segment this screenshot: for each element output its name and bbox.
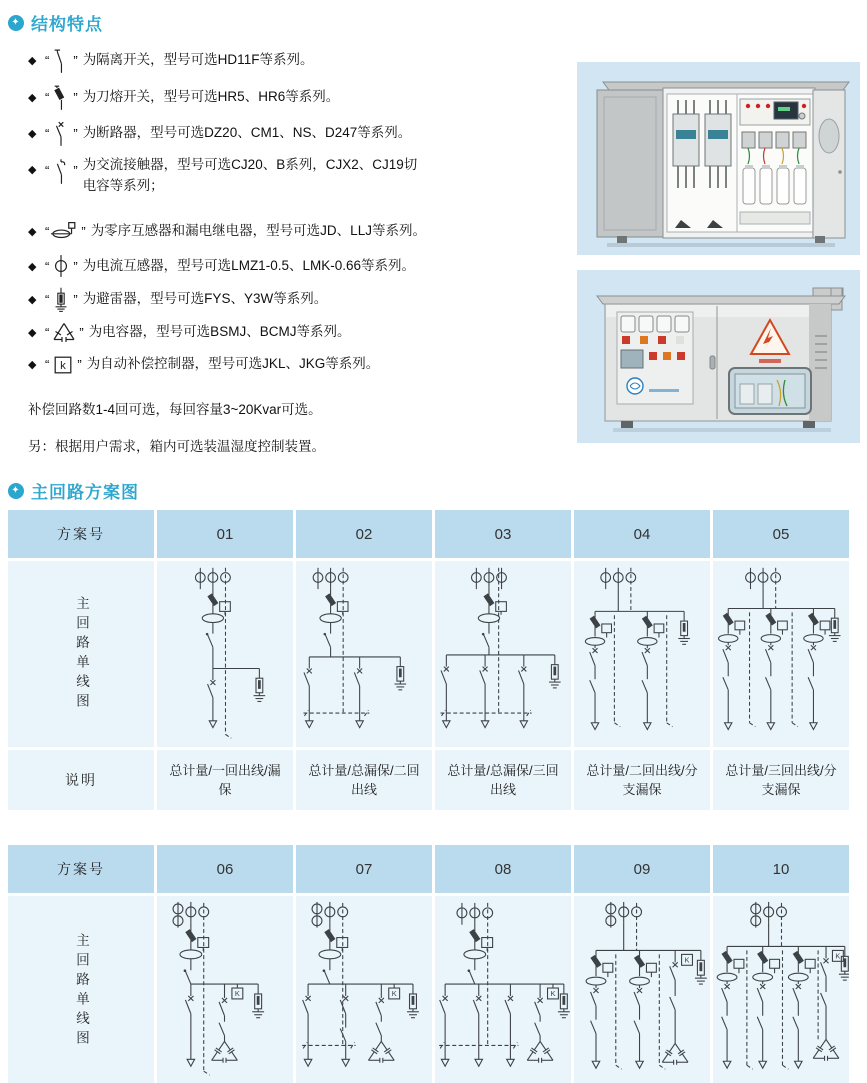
quote-mark: ” bbox=[73, 126, 78, 141]
header-scheme-10: 10 bbox=[713, 845, 849, 893]
feature-text: 为自动补偿控制器，型号可选JKL、JKG等系列。 bbox=[86, 356, 380, 372]
svg-text:K: K bbox=[550, 989, 556, 999]
product-photo-closed-cabinet bbox=[577, 270, 860, 443]
header-scheme-09: 09 bbox=[574, 845, 710, 893]
feature-text: 为交流接触器，型号可选CJ20、B系列，CJX2、CJ19切 bbox=[82, 157, 418, 172]
circuit-diagram-10 bbox=[713, 897, 849, 1083]
feature-item bbox=[28, 79, 576, 116]
zero-sequence-ct-icon bbox=[51, 219, 79, 243]
description-01: 总计量/一回出线/漏保 bbox=[157, 750, 293, 810]
diamond-bullet-icon: ◆ bbox=[28, 225, 37, 238]
feature-list bbox=[28, 42, 576, 455]
quote-mark: “ bbox=[45, 223, 50, 239]
circuit-diagram-01 bbox=[157, 562, 293, 746]
ac-contactor-icon bbox=[51, 155, 71, 189]
diagram-cell-08 bbox=[435, 896, 571, 1083]
description-05: 总计量/三回出线/分支漏保 bbox=[713, 750, 849, 810]
diamond-bullet-icon: ◆ bbox=[28, 164, 37, 176]
diamond-bullet-icon: ◆ bbox=[28, 128, 37, 140]
feature-text: 为零序互感器和漏电继电器，型号可选JD、LLJ等系列。 bbox=[90, 222, 426, 238]
note-compensation: 补偿回路数1-4回可选，每回容量3~20Kvar可选。 bbox=[28, 402, 322, 417]
features-section-title bbox=[8, 10, 103, 35]
quote-mark: ” bbox=[73, 163, 78, 178]
scheme-title-text: 主回路方案图 bbox=[31, 483, 139, 502]
quote-mark: “ bbox=[45, 126, 50, 141]
quote-mark: “ bbox=[45, 258, 50, 274]
svg-text:K: K bbox=[234, 989, 240, 999]
diamond-bullet-icon: ◆ bbox=[28, 92, 37, 104]
feature-item bbox=[28, 116, 576, 151]
feature-text: 为刀熔开关，型号可选HR5、HR6等系列。 bbox=[82, 89, 340, 105]
feature-item bbox=[28, 151, 576, 213]
scheme-table-2 bbox=[8, 845, 849, 1083]
header-scheme-05: 05 bbox=[713, 510, 849, 558]
section-badge-icon: ✦ bbox=[8, 15, 24, 31]
feature-text-block bbox=[80, 155, 418, 197]
header-scheme-06: 06 bbox=[157, 845, 293, 893]
scheme-section-title bbox=[8, 478, 139, 503]
quote-mark: ” bbox=[77, 357, 82, 372]
circuit-breaker-icon bbox=[51, 118, 71, 150]
diagram-cell-10 bbox=[713, 896, 849, 1083]
svg-text:K: K bbox=[391, 989, 397, 999]
feature-text: 为避雷器，型号可选FYS、Y3W等系列。 bbox=[82, 291, 328, 307]
isolator-switch-icon bbox=[51, 45, 71, 77]
diagram-cell-05 bbox=[713, 561, 849, 747]
diamond-bullet-icon: ◆ bbox=[28, 260, 37, 273]
fuse-switch-icon bbox=[51, 82, 71, 114]
surge-arrester-icon bbox=[51, 285, 71, 315]
diagram-cell-01 bbox=[157, 561, 293, 747]
description-04: 总计量/二回出线/分支漏保 bbox=[574, 750, 710, 810]
svg-text:K: K bbox=[835, 951, 841, 961]
feature-text-line2: 电容等系列； bbox=[82, 177, 164, 193]
header-scheme-03: 03 bbox=[435, 510, 571, 558]
circuit-diagram-02 bbox=[296, 562, 432, 746]
quote-mark: “ bbox=[45, 357, 50, 372]
description-02: 总计量/总漏保/二回出线 bbox=[296, 750, 432, 810]
section-badge-icon: ✦ bbox=[8, 483, 24, 499]
header-scheme-no: 方案号 bbox=[8, 510, 154, 558]
feature-item bbox=[28, 213, 576, 249]
diamond-bullet-icon: ◆ bbox=[28, 359, 37, 371]
compensation-controller-icon bbox=[51, 352, 75, 378]
circuit-diagram-04 bbox=[574, 562, 710, 746]
open-cabinet-illustration bbox=[577, 62, 860, 255]
diagram-cell-07 bbox=[296, 896, 432, 1083]
description-03: 总计量/总漏保/三回出线 bbox=[435, 750, 571, 810]
diagram-cell-06 bbox=[157, 896, 293, 1083]
diagram-cell-02 bbox=[296, 561, 432, 747]
product-photo-open-cabinet bbox=[577, 62, 860, 255]
diamond-bullet-icon: ◆ bbox=[28, 326, 37, 339]
quote-mark: “ bbox=[45, 324, 50, 340]
header-scheme-02: 02 bbox=[296, 510, 432, 558]
feature-text: 为电流互感器，型号可选LMZ1-0.5、LMK-0.66等系列。 bbox=[82, 257, 415, 273]
scheme-table-1 bbox=[8, 510, 849, 810]
feature-item bbox=[28, 316, 576, 348]
current-transformer-icon bbox=[51, 251, 71, 281]
circuit-diagram-08 bbox=[435, 897, 571, 1083]
header-scheme-07: 07 bbox=[296, 845, 432, 893]
feature-item bbox=[28, 42, 576, 79]
row-label-description: 说明 bbox=[8, 750, 154, 810]
feature-item bbox=[28, 283, 576, 316]
svg-text:K: K bbox=[684, 955, 690, 965]
feature-text: 为电容器，型号可选BSMJ、BCMJ等系列。 bbox=[88, 323, 351, 339]
note-option: 另：根据用户需求，箱内可选装温湿度控制装置。 bbox=[28, 439, 325, 454]
capacitor-icon bbox=[51, 319, 77, 345]
quote-mark: ” bbox=[73, 292, 78, 307]
circuit-diagram-06 bbox=[157, 897, 293, 1083]
quote-mark: “ bbox=[45, 90, 50, 105]
diamond-bullet-icon: ◆ bbox=[28, 55, 37, 67]
circuit-diagram-05 bbox=[713, 562, 849, 746]
quote-mark: ” bbox=[81, 223, 86, 239]
controller-k-label: k bbox=[60, 359, 67, 372]
quote-mark: “ bbox=[45, 292, 50, 307]
quote-mark: ” bbox=[73, 53, 78, 68]
circuit-diagram-09 bbox=[574, 897, 710, 1083]
features-title-text: 结构特点 bbox=[31, 15, 103, 34]
quote-mark: ” bbox=[79, 324, 84, 340]
row-label-single-line-diagram: 主回路单线图 bbox=[8, 561, 154, 747]
diagram-cell-03 bbox=[435, 561, 571, 747]
feature-text: 为断路器，型号可选DZ20、CM1、NS、D247等系列。 bbox=[82, 125, 412, 141]
header-scheme-no: 方案号 bbox=[8, 845, 154, 893]
row-label-single-line-diagram: 主回路单线图 bbox=[8, 896, 154, 1083]
header-scheme-04: 04 bbox=[574, 510, 710, 558]
diagram-cell-04 bbox=[574, 561, 710, 747]
circuit-diagram-03 bbox=[435, 562, 571, 746]
feature-item bbox=[28, 348, 576, 381]
circuit-diagram-07 bbox=[296, 897, 432, 1083]
quote-mark: ” bbox=[73, 90, 78, 105]
diagram-cell-09 bbox=[574, 896, 710, 1083]
header-scheme-08: 08 bbox=[435, 845, 571, 893]
feature-text: 为隔离开关，型号可选HD11F等系列。 bbox=[82, 52, 314, 68]
closed-cabinet-illustration bbox=[577, 270, 860, 443]
header-scheme-01: 01 bbox=[157, 510, 293, 558]
feature-item bbox=[28, 249, 576, 283]
quote-mark: “ bbox=[45, 53, 50, 68]
diamond-bullet-icon: ◆ bbox=[28, 294, 37, 306]
quote-mark: “ bbox=[45, 163, 50, 178]
quote-mark: ” bbox=[73, 258, 78, 274]
